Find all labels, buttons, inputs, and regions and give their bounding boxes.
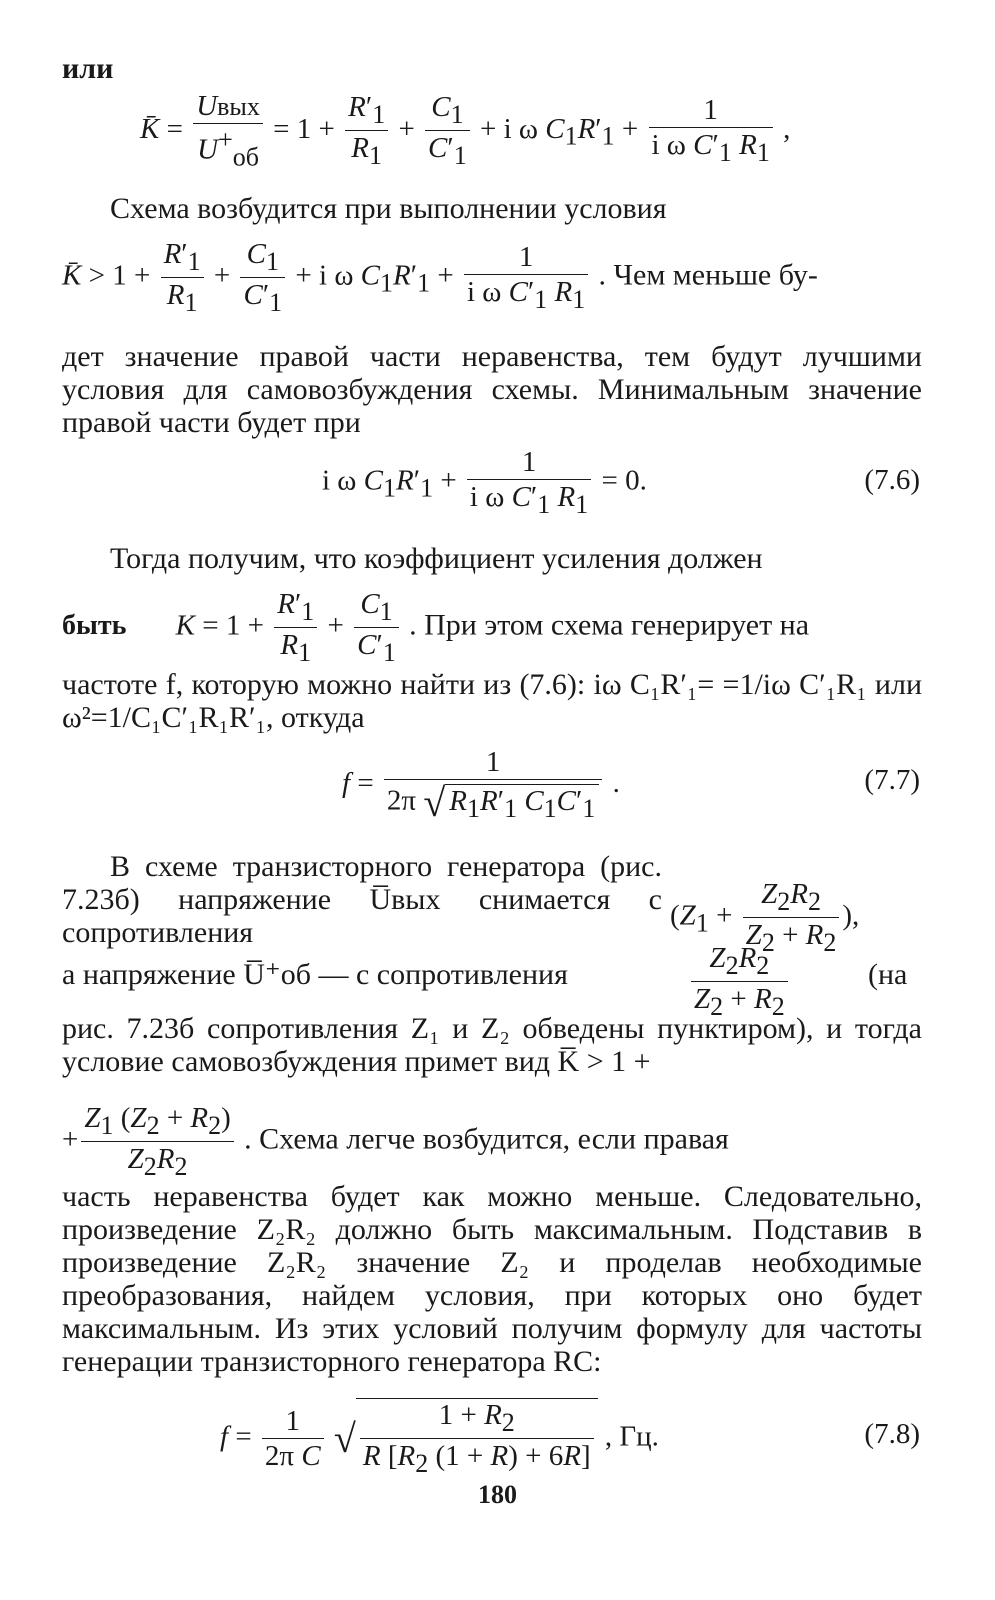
word-byt: быть (62, 610, 127, 642)
formula-7-6: i ω $C_1R'_1$ + $\frac{1}{i \omega C'_1 R_1}$ = 0. (322, 446, 647, 519)
formula-z1-impedance: ($Z_1$ + $\frac{Z_2R_2}{Z_2 + R_2}$ ), (670, 878, 860, 957)
paragraph-frequency: частоте f, которую можно найти из (7.6): iω C₁R′₁= =1/iω C′₁R₁ или ω²=1/C₁C′₁R₁R′₁, откуда (62, 668, 922, 734)
paragraph-maximize: часть неравенства будет как можно меньше. Следовательно, произведение Z₂R₂ должно быть максимальным. Подставив в произведение Z₂R₂ значение Z₂ и проделав необходимые преобразования, найдем условия, при которых оно будет максимальным. Из этих условий получим формулу для частоты генерации транзисторного генератора RC: (62, 1180, 922, 1378)
equation-number-7-6: (7.6) (864, 464, 920, 496)
paragraph-gain: Тогда получим, что коэффициент усиления должен (110, 542, 763, 575)
paragraph-transistor-a: В схеме транзисторного генератора (рис. 7.23б) напряжение U̅вых снимается с сопротивления (62, 850, 662, 949)
equation-number-7-8: (7.8) (864, 1418, 920, 1450)
equation-number-7-7: (7.7) (864, 764, 920, 796)
paragraph-condition-intro: Схема возбудится при выполнении условия (110, 192, 667, 225)
formula-self-excitation-condition: K̄ > 1 + $\frac{R'_1}{R_1}$ + $\frac{C_1}{C'_1}$ + i ω $C_1R'_1$ + $\frac{1}{i \omega C'_1 R_1}$ . Чем меньше бу- (62, 238, 818, 317)
unit-hz: , Гц. (604, 1420, 659, 1453)
paragraph-right-side: дет значение правой части неравенства, тем будут лучшими условия для самовозбуждения схемы. Минимальным значение правой части будет при (62, 340, 922, 439)
formula-transistor-condition: + $\frac{Z_1 (Z_2 + R_2)}{Z_2R_2}$ . Схема легче возбудится, если правая (62, 1102, 729, 1181)
formula-k-definition: K̄ = $\frac{\text{Uвых}}{U^+_{об}}$ = 1 + $\frac{R'_1}{R_1}$ + $\frac{C_1}{C'_1}$ + i ω $C_1R'_1$ + $\frac{1}{i \omega C'_1 R_1}$ , (140, 90, 791, 172)
page-number: 180 (478, 1480, 517, 1509)
transistor-condition-tail: . Схема легче возбудится, если правая (244, 1122, 729, 1156)
formula-7-8: f = $\frac{1}{\text{2π C}}$ √ $\frac{1 + R_2}{R [R_2 (1 + R) + 6R]}$ , Гц. (220, 1399, 659, 1478)
formula-7-7: f = $\frac{1}{2\pi √ R_1R'_1 C_1C'_1}$ . (342, 746, 620, 825)
formula-gain: быть K = 1 + $\frac{R'_1}{R_1}$ + $\frac{C_1}{C'_1}$ . При этом схема генерирует на (62, 588, 810, 667)
paren-na: (на (868, 958, 908, 991)
paragraph-transistor-c: рис. 7.23б сопротивления Z₁ и Z₂ обведены пунктиром), и тогда условие самовозбуждения примет вид K̅ > 1 + (62, 1012, 922, 1078)
gain-tail-text: . При этом схема генерирует на (409, 608, 810, 642)
condition-tail-text: . Чем меньше бу- (598, 258, 818, 292)
formula-z2-impedance: $\frac{Z_2R_2}{Z_2 + R_2}$ (688, 944, 791, 1020)
word-ili: или (62, 52, 114, 85)
paragraph-transistor-b: а напряжение U̅⁺об — с сопротивления (62, 958, 568, 991)
